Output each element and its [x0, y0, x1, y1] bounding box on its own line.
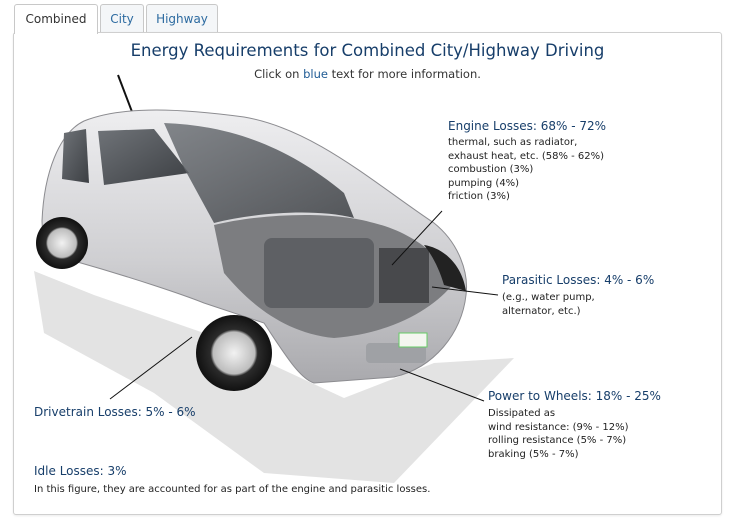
engine-block — [264, 238, 374, 308]
wheels-detail-line: wind resistance: (9% - 12%) — [488, 421, 629, 433]
rear-window — [62, 129, 89, 183]
engine-losses-link[interactable]: Engine Losses: 68% - 72% — [448, 119, 607, 133]
tab-city[interactable]: City — [100, 4, 144, 33]
power-to-wheels-details — [488, 407, 629, 461]
engine-losses-details — [448, 136, 604, 204]
subtitle-blue-word: blue — [303, 67, 328, 81]
engine-detail-line: friction (3%) — [448, 191, 510, 202]
engine-detail-line: pumping (4%) — [448, 177, 520, 189]
wheels-detail-line: braking (5% - 7%) — [488, 448, 579, 460]
wheels-detail-line: rolling resistance (5% - 7%) — [488, 435, 627, 446]
engine-detail-line: combustion (3%) — [448, 164, 534, 175]
wheels-detail-line: Dissipated as — [488, 408, 556, 419]
tab-combined[interactable]: Combined — [14, 4, 98, 34]
parasitic-detail-line: alternator, etc.) — [502, 305, 581, 317]
parasitic-losses-details — [502, 291, 595, 318]
subtitle-prefix: Click on — [254, 67, 300, 81]
front-wheel — [196, 315, 272, 391]
license-plate — [399, 333, 427, 347]
idle-losses-link[interactable]: Idle Losses: 3% — [34, 464, 127, 478]
rear-wheel — [36, 217, 88, 269]
radiator — [379, 248, 429, 303]
parasitic-losses-link[interactable]: Parasitic Losses: 4% - 6% — [502, 273, 655, 287]
parasitic-detail-line: (e.g., water pump, — [502, 292, 595, 303]
content-panel — [13, 32, 722, 515]
tab-highway[interactable]: Highway — [146, 4, 218, 33]
engine-detail-line: thermal, such as radiator, — [448, 137, 578, 148]
power-to-wheels-link[interactable]: Power to Wheels: 18% - 25% — [488, 389, 661, 403]
drivetrain-losses-link[interactable]: Drivetrain Losses: 5% - 6% — [34, 405, 196, 419]
subtitle-suffix: text for more information. — [331, 67, 481, 81]
page-title: Energy Requirements for Combined City/Highway Driving — [130, 41, 605, 60]
engine-detail-line: exhaust heat, etc. (58% - 62%) — [448, 150, 605, 162]
idle-losses-note: In this figure, they are accounted for as part of the engine and parasitic losses. — [34, 484, 431, 495]
